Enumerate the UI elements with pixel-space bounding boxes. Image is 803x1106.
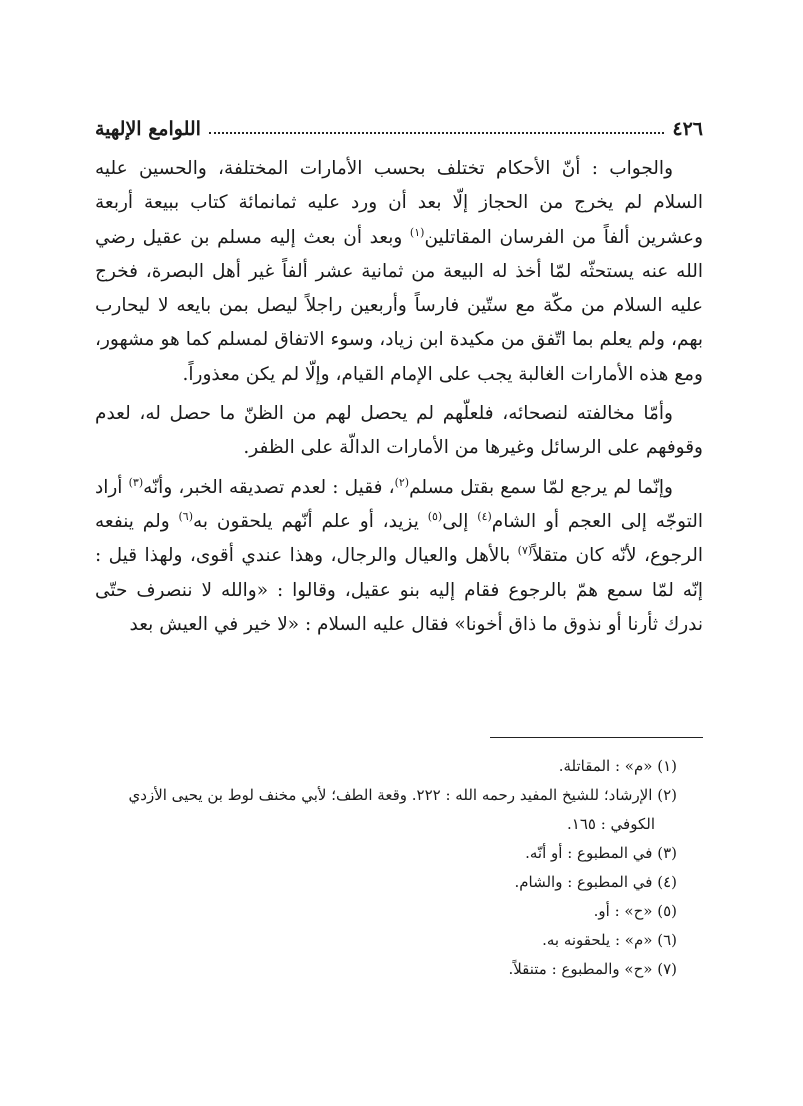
footnote-number: (٥) xyxy=(657,902,677,920)
footnote-number: (٤) xyxy=(657,873,677,891)
footnote-item xyxy=(95,955,703,984)
footnote-divider xyxy=(490,737,703,738)
footnote-ref: (٢) xyxy=(394,475,410,489)
running-header xyxy=(95,112,703,146)
footnote-text: «ح» : أو. xyxy=(593,902,653,920)
footnote-ref: (٧) xyxy=(517,544,533,558)
footnote-ref: (٦) xyxy=(178,509,194,523)
page-number: ٤٢٦ xyxy=(672,118,703,140)
footnote-item xyxy=(95,868,703,897)
footnote-item xyxy=(95,897,703,926)
text-segment: وإنّما لم يرجع لمّا سمع بقتل مسلم xyxy=(409,476,673,498)
footnote-ref: (٥) xyxy=(427,509,443,523)
footnote-ref: (١) xyxy=(409,225,425,239)
paragraph-return xyxy=(95,471,703,642)
footnotes xyxy=(95,752,703,984)
text-segment: أراد التوجّه إلى العجم أو الشام xyxy=(95,476,704,532)
footnote-item xyxy=(95,752,703,781)
footnote-text: في المطبوع : أو أنّه. xyxy=(525,844,653,862)
footnote-text: «ح» والمطبوع : متنقلاً. xyxy=(508,960,653,978)
footnote-ref: (٤) xyxy=(477,509,492,523)
footnote-text-continued: الكوفي : ١٦٥. xyxy=(567,815,655,833)
footnote-text: الإرشاد؛ للشيخ المفيد رحمه الله : ٢٢٢. وقعة الطف؛ لأبي مخنف لوط بن يحيى الأزدي xyxy=(128,786,653,804)
footnote-ref: (٣) xyxy=(128,475,144,489)
footnote-item xyxy=(95,839,703,868)
footnote-text: «م» : المقاتلة. xyxy=(558,757,653,775)
footnote-number: (٧) xyxy=(657,960,677,978)
footnote-number: (٦) xyxy=(657,931,677,949)
footnote-text: في المطبوع : والشام. xyxy=(514,873,653,891)
text-segment: وأمّا مخالفته لنصحائه، فلعلّهم لم يحصل لهم من الظنّ ما حصل له، لعدم وقوفهم على الرسائل وغيرها من الأمارات الدالّة على الظفر. xyxy=(95,403,703,459)
footnote-text: «م» : يلحقونه به. xyxy=(542,931,653,949)
text-segment: ولم ينفعه الرجوع، لأنّه كان متقلاً xyxy=(95,510,703,567)
text-segment: يزيد، أو علم أنّهم يلحقون به xyxy=(193,510,428,532)
text-segment: ، فقيل : لعدم تصديقه الخبر، وأنّه xyxy=(143,476,395,498)
footnote-number: (٢) xyxy=(657,786,677,804)
main-text xyxy=(95,152,703,647)
text-segment: وبعد أن بعث إليه مسلم بن عقيل رضي الله عنه يستحثّه لمّا أخذ له البيعة من ثمانية عشر ألفاً غير أهل البصرة، فخرج عليه السلام من مكّة مع ستّين فارساً وأربعين راجلاً ليصل بمن بايعه لا ليحارب بهم، ولم يعلم بما اتّفق من مكيدة ابن زياد، وسوء الاتفاق لمسلم كما هو مشهور، ومع هذه الأمارات الغالبة يجب على الإمام القيام، وإلّا لم يكن معذوراً. xyxy=(95,226,703,385)
footnote-number: (١) xyxy=(657,757,677,775)
footnote-item xyxy=(95,781,703,839)
footnote-item xyxy=(95,926,703,955)
book-title: اللوامع الإلهية xyxy=(95,118,201,140)
paragraph-answer xyxy=(95,152,703,392)
text-segment: والجواب : أنّ الأحكام تختلف بحسب الأمارات المختلفة، والحسين عليه السلام لم يخرج من الحجاز إلّا بعد أن ورد عليه ثمانمائة كتاب ببيعة أربعة وعشرين ألفاً من الفرسان المقاتلين xyxy=(95,158,703,248)
footnote-number: (٣) xyxy=(657,844,677,862)
paragraph-advisors xyxy=(95,397,703,466)
header-leader-dots xyxy=(209,132,664,134)
text-segment: إلى xyxy=(442,510,478,532)
text-segment: بالأهل والعيال والرجال، وهذا عندي أقوى، ولهذا قيل : إنّه لمّا سمع همّ بالرجوع فقام إليه بنو عقيل، وقالوا : «والله لا ننصرف حتّى ندرك ثأرنا أو نذوق ما ذاق أخونا» فقال عليه السلام : «لا خير في العيش بعد xyxy=(95,545,703,635)
